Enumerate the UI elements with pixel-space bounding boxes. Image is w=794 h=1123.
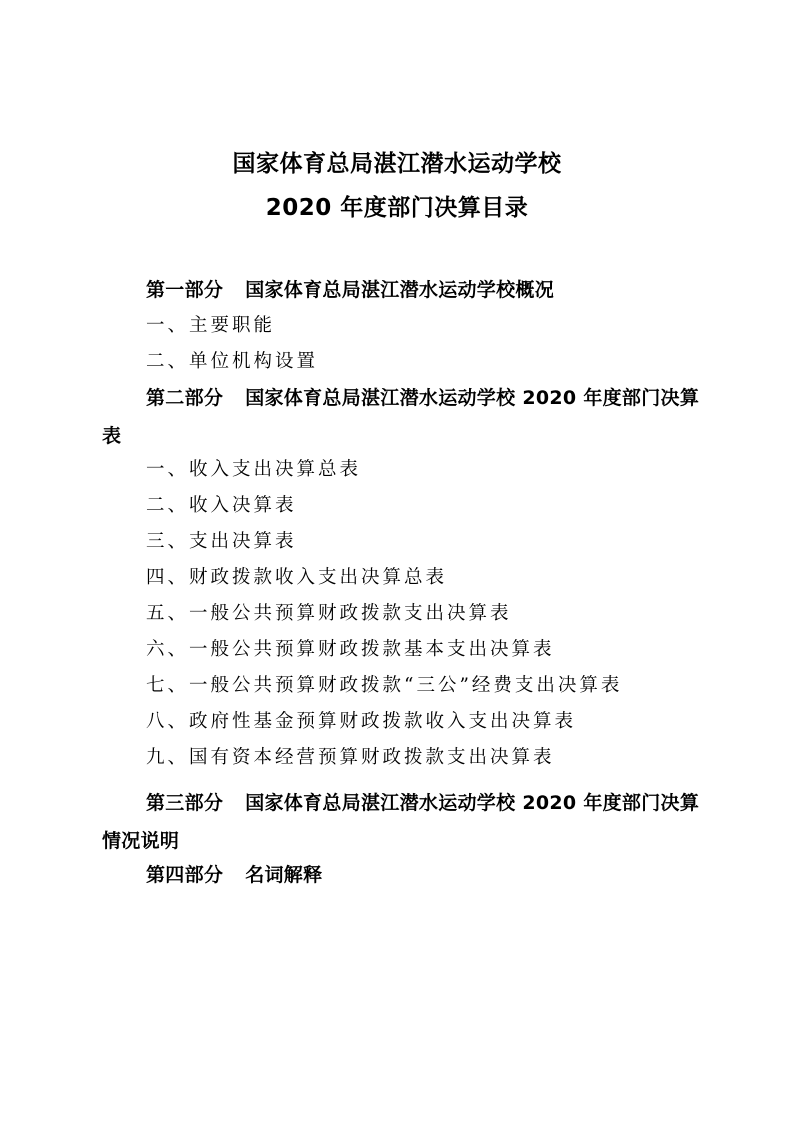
part-1-heading — [102, 271, 702, 309]
part-2-heading — [102, 379, 702, 455]
part-2-item-9: 九、国有资本经营预算财政拨款支出决算表 — [146, 747, 555, 768]
part-3-label: 第三部分 — [146, 792, 224, 814]
part-2-item-6: 六、一般公共预算财政拨款基本支出决算表 — [146, 639, 555, 660]
part-2-item-7: 七、一般公共预算财政拨款“三公”经费支出决算表 — [146, 675, 623, 696]
part-1-label: 第一部分 — [146, 279, 224, 301]
part-2-item-3: 三、支出决算表 — [146, 531, 297, 552]
part-2-item-8: 八、政府性基金预算财政拨款收入支出决算表 — [146, 711, 577, 732]
part-2-label: 第二部分 — [146, 387, 224, 409]
part-2-item-4: 四、财政拨款收入支出决算总表 — [146, 567, 448, 588]
part-4-text: 名词解释 — [245, 864, 323, 886]
part-2-item-2: 二、收入决算表 — [146, 495, 297, 516]
part-4-label: 第四部分 — [146, 864, 224, 886]
document-title-line-2: 2020 年度部门决算目录 — [265, 195, 529, 221]
part-1-item-1: 一、主要职能 — [146, 315, 276, 336]
part-4-heading — [102, 856, 702, 894]
part-1-text: 国家体育总局湛江潜水运动学校概况 — [245, 279, 555, 301]
part-3-text: 国家体育总局湛江潜水运动学校 2020 年度部门决算情况说明 — [102, 792, 700, 852]
part-1-item-2: 二、单位机构设置 — [146, 351, 319, 372]
part-2-item-1: 一、收入支出决算总表 — [146, 459, 362, 480]
part-2-text: 国家体育总局湛江潜水运动学校 2020 年度部门决算表 — [102, 387, 700, 447]
part-3-heading — [102, 784, 702, 860]
part-2-item-5: 五、一般公共预算财政拨款支出决算表 — [146, 603, 512, 624]
document-title-line-1: 国家体育总局湛江潜水运动学校 — [232, 151, 562, 177]
